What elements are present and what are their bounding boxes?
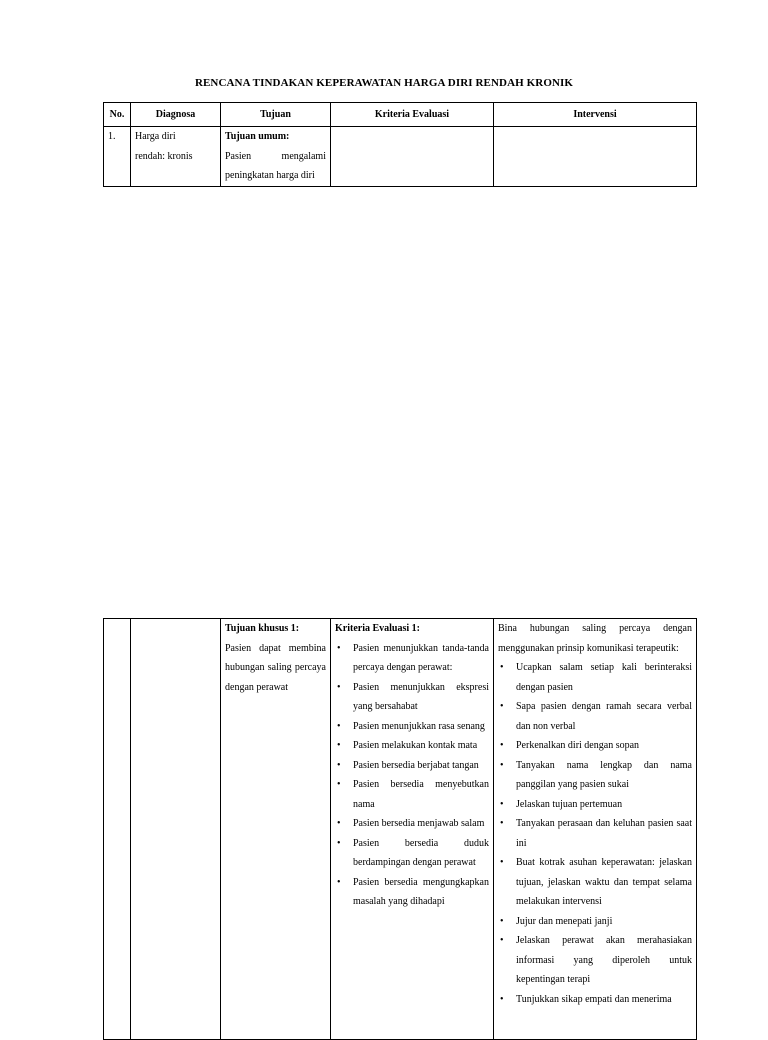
list-item	[335, 834, 489, 873]
bullet-icon: •	[337, 759, 341, 771]
list-item-text: Pasien menunjukkan rasa senang	[353, 720, 485, 732]
intervensi-list	[498, 658, 692, 1009]
bullet-icon: •	[500, 818, 504, 829]
tujuan-umum-text: Pasien mengalami peningkatan harga diri	[225, 150, 326, 181]
list-item	[498, 853, 692, 912]
bullet-icon: •	[500, 701, 504, 712]
bullet-icon: •	[500, 798, 504, 810]
list-item	[498, 990, 692, 1010]
list-item-text: Pasien bersedia berjabat tangan	[353, 759, 479, 771]
list-item	[335, 814, 489, 834]
header-diagnosa: Diagnosa	[131, 103, 221, 127]
list-item	[335, 639, 489, 678]
list-item	[498, 756, 692, 795]
cell-kriteria-evaluasi-1	[331, 619, 494, 1040]
kriteria-heading: Kriteria Evaluasi 1:	[335, 623, 420, 634]
list-item	[335, 717, 489, 737]
list-item-text: Ucapkan salam setiap kali berinteraksi dengan pasien	[516, 662, 692, 693]
cell-kriteria-evaluasi	[331, 127, 494, 187]
tujuan-umum-heading: Tujuan umum:	[225, 131, 290, 142]
list-item-text: Jelaskan tujuan pertemuan	[516, 798, 623, 810]
list-item-text: Pasien bersedia menyebutkan nama	[353, 779, 489, 810]
list-item	[498, 697, 692, 736]
table-header-row	[104, 103, 697, 127]
header-no: No.	[104, 103, 131, 127]
bullet-icon: •	[500, 857, 504, 868]
bullet-icon: •	[500, 993, 504, 1005]
table-row	[104, 619, 697, 1040]
bullet-icon: •	[337, 837, 341, 849]
cell-intervensi-1	[494, 619, 697, 1040]
bullet-icon: •	[337, 740, 341, 751]
list-item-text: Jelaskan perawat akan merahasiakan informasi yang diperoleh untuk kepentingan terapi	[516, 935, 692, 985]
list-item-text: Pasien menunjukkan tanda-tanda percaya dengan perawat:	[353, 642, 489, 673]
tujuan-khusus-text: Pasien dapat membina hubungan saling percaya dengan perawat	[225, 642, 326, 693]
table-row	[104, 127, 697, 187]
bullet-icon: •	[337, 720, 341, 732]
list-item-text: Tanyakan nama lengkap dan nama panggilan yang pasien sukai	[516, 759, 692, 790]
list-item	[498, 912, 692, 932]
header-intervensi: Intervensi	[494, 103, 697, 127]
bullet-icon: •	[500, 935, 504, 946]
bullet-icon: •	[500, 759, 504, 771]
list-item-text: Pasien melakukan kontak mata	[353, 740, 478, 751]
diagnosa-text: Harga diri rendah: kronis	[135, 131, 193, 162]
list-item-text: Tunjukkan sikap empati dan menerima	[516, 993, 672, 1005]
list-item	[498, 658, 692, 697]
list-item	[498, 814, 692, 853]
header-tujuan: Tujuan	[221, 103, 331, 127]
cell-diagnosa	[131, 127, 221, 187]
bullet-icon: •	[500, 740, 504, 751]
page-title: RENCANA TINDAKAN KEPERAWATAN HARGA DIRI RENDAH KRONIK	[194, 77, 574, 89]
cell-tujuan	[221, 127, 331, 187]
list-item	[335, 756, 489, 776]
list-item-text: Buat kotrak asuhan keperawatan: jelaskan tujuan, jelaskan waktu dan tempat selama melakukan intervensi	[516, 857, 692, 907]
bullet-icon: •	[500, 662, 504, 673]
bullet-icon: •	[337, 681, 341, 693]
bullet-icon: •	[337, 876, 341, 888]
care-plan-table-continued	[103, 618, 697, 1040]
cell-no: 1.	[104, 127, 131, 187]
intervensi-intro: Bina hubungan saling percaya dengan menggunakan prinsip komunikasi terapeutik:	[498, 623, 692, 654]
care-plan-table-header-section	[103, 102, 697, 187]
list-item-text: Jujur dan menepati janji	[516, 915, 613, 927]
bullet-icon: •	[337, 642, 341, 654]
list-item	[335, 678, 489, 717]
list-item	[498, 931, 692, 990]
cell-no-empty	[104, 619, 131, 1040]
cell-intervensi	[494, 127, 697, 187]
cell-tujuan-khusus	[221, 619, 331, 1040]
cell-diagnosa-empty	[131, 619, 221, 1040]
header-kriteria-evaluasi: Kriteria Evaluasi	[331, 103, 494, 127]
bullet-icon: •	[337, 818, 341, 829]
list-item	[498, 795, 692, 815]
list-item	[335, 873, 489, 912]
kriteria-list	[335, 639, 489, 912]
list-item-text: Sapa pasien dengan ramah secara verbal dan non verbal	[516, 701, 692, 732]
list-item-text: Pasien bersedia mengungkapkan masalah yang dihadapi	[353, 876, 489, 907]
tujuan-khusus-heading: Tujuan khusus 1:	[225, 623, 300, 634]
list-item	[498, 736, 692, 756]
bullet-icon: •	[337, 779, 341, 790]
list-item-text: Pasien bersedia duduk berdampingan dengan perawat	[353, 837, 489, 868]
list-item-text: Tanyakan perasaan dan keluhan pasien saat ini	[516, 818, 692, 849]
list-item	[335, 736, 489, 756]
list-item	[335, 775, 489, 814]
list-item-text: Perkenalkan diri dengan sopan	[516, 740, 640, 751]
list-item-text: Pasien bersedia menjawab salam	[353, 818, 485, 829]
list-item-text: Pasien menunjukkan ekspresi yang bersahabat	[353, 681, 489, 712]
bullet-icon: •	[500, 915, 504, 927]
